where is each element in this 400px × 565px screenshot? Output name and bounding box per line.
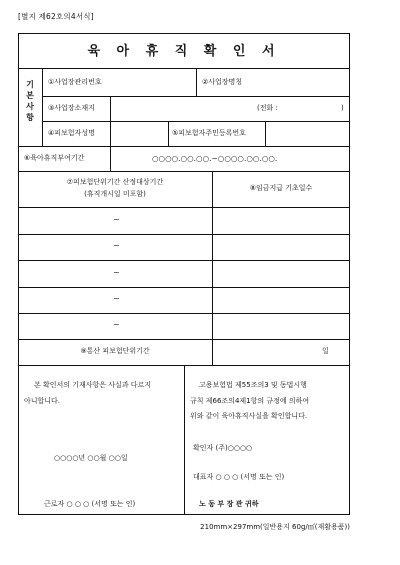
leave-period-label: ⑥육아휴직부여기간	[24, 154, 85, 162]
divider	[42, 96, 350, 97]
insured-name-label: ④피보험자성명	[48, 129, 95, 137]
divider	[110, 146, 111, 171]
paper-spec-footer: 210mm×297mm(일반용지 60g/㎡(재활용품))	[200, 523, 350, 531]
table-header-days: ⑧임금지급 기초일수	[249, 184, 313, 192]
divider	[184, 365, 185, 515]
total-period-label: ⑨통산 피보험단위기간	[80, 347, 150, 355]
form-code: [별지 제62호의4서식]	[18, 12, 94, 21]
table-header-period-note: (휴직개시일 미포함)	[84, 190, 146, 198]
table-row: ~	[113, 215, 120, 224]
leave-period-value: ○○○○.○○.○○.~○○○○.○○.○○.	[152, 154, 278, 163]
phone-label: (전화 :	[257, 104, 278, 112]
insured-id-label: ⑤피보험자주민등록번호	[172, 129, 246, 137]
statement-left-line1: 본 확인서의 기재사항은 사실과 다르지	[34, 381, 152, 389]
addressee: 노 동 부 장 관 귀하	[199, 500, 259, 508]
divider	[18, 207, 350, 208]
statement-left-line2: 아니합니다.	[24, 397, 61, 405]
workplace-name-label: ②사업장명칭	[202, 78, 243, 86]
statement-right-line3: 위와 같이 육아휴직사실을 확인합니다.	[190, 412, 308, 420]
table-row: ~	[113, 268, 120, 277]
divider	[18, 339, 350, 340]
divider	[110, 96, 111, 121]
divider	[18, 234, 350, 235]
total-days-unit: 일	[322, 347, 329, 355]
worker-signature: 근로자 ○ ○ ○ (서명 또는 인)	[44, 500, 136, 508]
divider	[168, 121, 169, 146]
workplace-number-label: ①사업장관리번호	[48, 78, 102, 86]
divider	[18, 313, 350, 314]
workplace-address-label: ③사업장소재지	[48, 104, 95, 112]
table-row: ~	[113, 241, 120, 250]
statement-date: ○○○○년 ○○월 ○○일	[54, 454, 128, 462]
phone-close: )	[341, 104, 344, 112]
divider	[265, 121, 266, 146]
divider	[42, 68, 43, 146]
divider	[212, 171, 213, 365]
divider	[18, 260, 350, 261]
divider	[18, 146, 350, 147]
divider	[18, 68, 350, 69]
divider	[196, 68, 197, 96]
divider	[18, 171, 350, 172]
form-title: 육 아 휴 직 확 인 서	[87, 44, 281, 59]
basic-section-label: 기 본 사 항	[26, 80, 34, 122]
statement-right-line1: 고용보험법 제55조의3 및 동법시행	[199, 381, 307, 389]
representative-signature: 대표자 ○ ○ ○ (서명 또는 인)	[193, 473, 285, 481]
table-header-period: ⑦피보험단위기간 산정대상기간	[66, 178, 164, 186]
divider	[18, 287, 350, 288]
table-row: ~	[113, 320, 120, 329]
divider	[42, 121, 350, 122]
statement-right-line2: 규칙 제66조의4제1항의 규정에 의하여	[190, 397, 310, 405]
confirmer: 확인자 (주)○○○○	[193, 444, 253, 452]
table-row: ~	[113, 294, 120, 303]
divider	[110, 121, 111, 146]
